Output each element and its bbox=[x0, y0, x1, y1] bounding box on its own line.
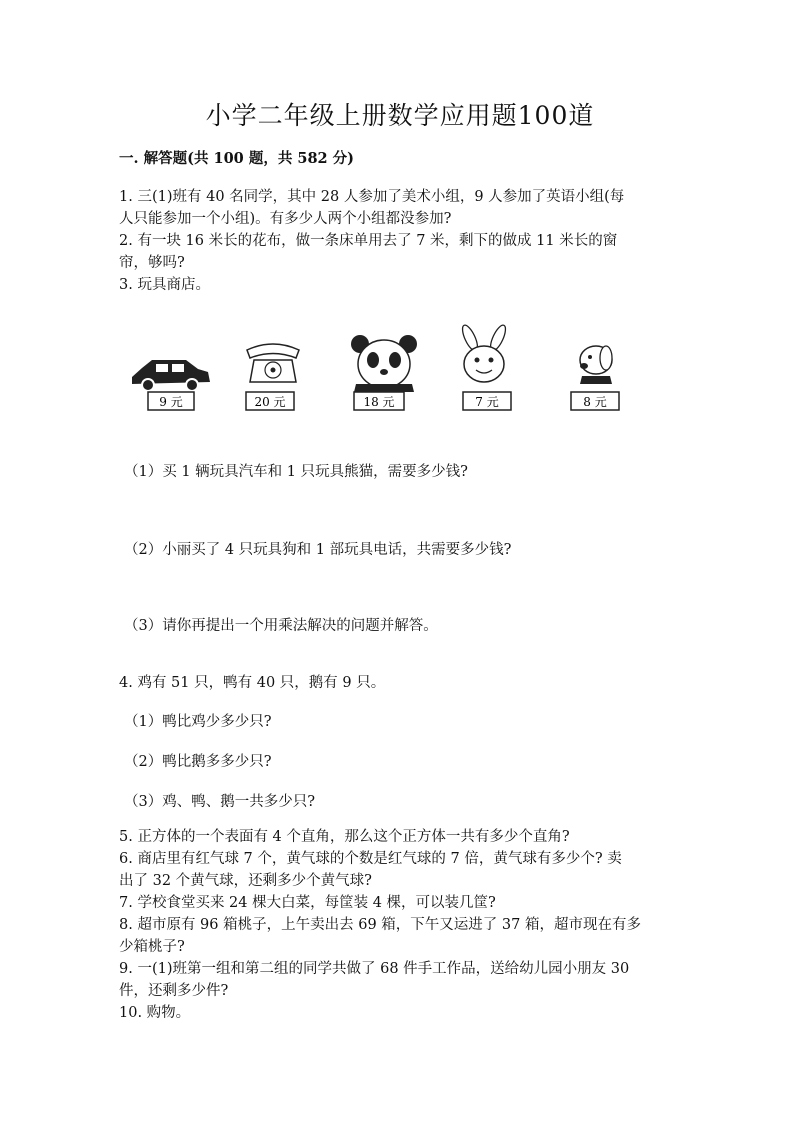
question-3: 3. 玩具商店。 bbox=[119, 277, 210, 293]
questions-5-10 bbox=[119, 826, 699, 1024]
question-2-line-2: 帘，够吗? bbox=[119, 255, 185, 271]
question-8-line-1: 8. 超市原有 96 箱桃子，上午卖出去 69 箱，下午又运进了 37 箱，超市现在有多 bbox=[119, 917, 641, 933]
telephone-price: 20 元 bbox=[254, 395, 286, 409]
question-7: 7. 学校食堂买来 24 棵大白菜，每筐装 4 棵，可以装几筐? bbox=[119, 895, 496, 911]
question-8-line-2: 少箱桃子? bbox=[119, 939, 185, 955]
question-5: 5. 正方体的一个表面有 4 个直角，那么这个正方体一共有多少个直角? bbox=[119, 829, 570, 845]
question-9-line-1: 9. 一(1)班第一组和第二组的同学共做了 68 件手工作品，送给幼儿园小朋友 30 bbox=[119, 961, 630, 977]
car-price: 9 元 bbox=[159, 395, 183, 409]
question-4: 4. 鸡有 51 只，鸭有 40 只，鹅有 9 只。 bbox=[119, 675, 386, 691]
document-title: 小学二年级上册数学应用题100道 bbox=[205, 101, 595, 130]
question-9-line-2: 件，还剩多少件? bbox=[119, 983, 229, 999]
question-4-sub-3: （3）鸡、鸭、鹅一共多少只? bbox=[124, 794, 315, 810]
toy-shop-figure bbox=[128, 322, 628, 417]
question-3-sub-2: （2）小丽买了 4 只玩具狗和 1 部玩具电话，共需要多少钱? bbox=[124, 542, 512, 558]
question-1-line-1: 1. 三(1)班有 40 名同学，其中 28 人参加了美术小组，9 人参加了英语小组(每 bbox=[119, 189, 625, 205]
dog-price: 8 元 bbox=[583, 395, 607, 409]
question-3-sub-1: （1）买 1 辆玩具汽车和 1 只玩具熊猫，需要多少钱? bbox=[124, 464, 468, 480]
question-4-sub-1: （1）鸭比鸡少多少只? bbox=[124, 714, 272, 730]
rabbit-price: 7 元 bbox=[475, 395, 499, 409]
question-6-line-1: 6. 商店里有红气球 7 个，黄气球的个数是红气球的 7 倍，黄气球有多少个? 卖 bbox=[119, 851, 622, 867]
question-3-sub-3: （3）请你再提出一个用乘法解决的问题并解答。 bbox=[124, 618, 438, 634]
question-1-line-2: 人只能参加一个小组)。有多少人两个小组都没参加? bbox=[119, 211, 452, 227]
questions-1-3 bbox=[119, 186, 699, 296]
panda-price: 18 元 bbox=[363, 395, 395, 409]
question-4-sub-2: （2）鸭比鹅多多少只? bbox=[124, 754, 272, 770]
question-10: 10. 购物。 bbox=[119, 1005, 191, 1021]
question-6-line-2: 出了 32 个黄气球，还剩多少个黄气球? bbox=[119, 873, 372, 889]
section-heading: 一. 解答题(共 100 题，共 582 分) bbox=[119, 150, 355, 167]
question-2-line-1: 2. 有一块 16 米长的花布，做一条床单用去了 7 米，剩下的做成 11 米长的窗 bbox=[119, 233, 618, 249]
